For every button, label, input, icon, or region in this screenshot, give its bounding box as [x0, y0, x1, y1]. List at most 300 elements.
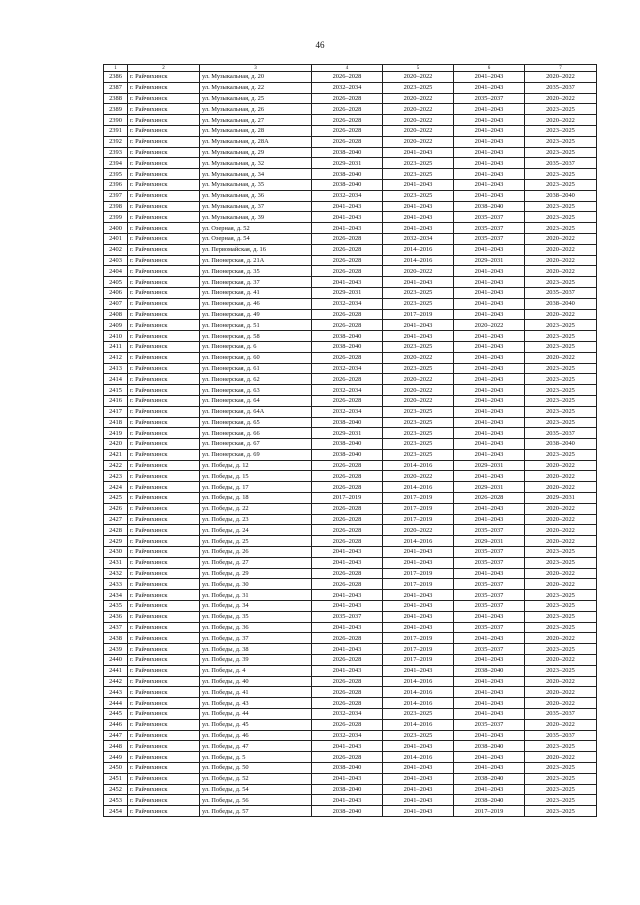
period-col5-cell: 2017–2019	[383, 309, 454, 320]
city-cell: г. Райчихинск	[128, 773, 200, 784]
table-row	[104, 287, 597, 298]
row-number-cell: 2416	[104, 395, 128, 406]
row-number-cell: 2399	[104, 212, 128, 223]
row-number-cell: 2420	[104, 439, 128, 450]
city-cell: г. Райчихинск	[128, 331, 200, 342]
period-col4-cell: 2035–2037	[312, 611, 383, 622]
table-row	[104, 665, 597, 676]
table-row	[104, 395, 597, 406]
period-col7-cell: 2038–2040	[525, 190, 597, 201]
table-row	[104, 644, 597, 655]
period-col4-cell: 2026–2028	[312, 655, 383, 666]
table-row	[104, 223, 597, 234]
period-col4-cell: 2026–2028	[312, 460, 383, 471]
table-row	[104, 482, 597, 493]
table-row	[104, 428, 597, 439]
table-row	[104, 698, 597, 709]
street-address-cell: ул. Пионерская, д. 37	[200, 277, 312, 288]
table-row	[104, 687, 597, 698]
row-number-cell: 2450	[104, 763, 128, 774]
period-col7-cell: 2020–2022	[525, 482, 597, 493]
street-address-cell: ул. Победы, д. 54	[200, 784, 312, 795]
period-col7-cell: 2020–2022	[525, 514, 597, 525]
period-col4-cell: 2032–2034	[312, 385, 383, 396]
street-address-cell: ул. Победы, д. 38	[200, 644, 312, 655]
city-cell: г. Райчихинск	[128, 482, 200, 493]
period-col5-cell: 2041–2043	[383, 331, 454, 342]
column-number-header: 1	[104, 65, 128, 72]
period-col4-cell: 2032–2034	[312, 190, 383, 201]
row-number-cell: 2393	[104, 147, 128, 158]
period-col4-cell: 2038–2040	[312, 806, 383, 817]
period-col5-cell: 2023–2025	[383, 449, 454, 460]
row-number-cell: 2447	[104, 730, 128, 741]
period-col7-cell: 2023–2025	[525, 374, 597, 385]
row-number-cell: 2432	[104, 568, 128, 579]
period-col7-cell: 2020–2022	[525, 655, 597, 666]
period-col5-cell: 2041–2043	[383, 212, 454, 223]
period-col6-cell: 2041–2043	[454, 752, 525, 763]
street-address-cell: ул. Пионерская, д. 66	[200, 428, 312, 439]
period-col5-cell: 2041–2043	[383, 665, 454, 676]
city-cell: г. Райчихинск	[128, 406, 200, 417]
period-col6-cell: 2038–2040	[454, 741, 525, 752]
period-col6-cell: 2041–2043	[454, 82, 525, 93]
period-col4-cell: 2017–2019	[312, 493, 383, 504]
city-cell: г. Райчихинск	[128, 395, 200, 406]
period-col7-cell: 2020–2022	[525, 676, 597, 687]
street-address-cell: ул. Победы, д. 46	[200, 730, 312, 741]
period-col7-cell: 2023–2025	[525, 147, 597, 158]
period-col7-cell: 2020–2022	[525, 633, 597, 644]
period-col4-cell: 2026–2028	[312, 125, 383, 136]
table-row	[104, 471, 597, 482]
row-number-cell: 2414	[104, 374, 128, 385]
period-col4-cell: 2041–2043	[312, 741, 383, 752]
table-row	[104, 417, 597, 428]
row-number-cell: 2444	[104, 698, 128, 709]
street-address-cell: ул. Музыкальная, д. 26	[200, 104, 312, 115]
city-cell: г. Райчихинск	[128, 579, 200, 590]
period-col4-cell: 2041–2043	[312, 601, 383, 612]
period-col4-cell: 2038–2040	[312, 179, 383, 190]
period-col5-cell: 2023–2025	[383, 417, 454, 428]
city-cell: г. Райчихинск	[128, 298, 200, 309]
period-col6-cell: 2029–2031	[454, 460, 525, 471]
row-number-cell: 2412	[104, 352, 128, 363]
period-col4-cell: 2038–2040	[312, 331, 383, 342]
period-col4-cell: 2026–2028	[312, 233, 383, 244]
column-number-header: 5	[383, 65, 454, 72]
period-col7-cell: 2023–2025	[525, 763, 597, 774]
city-cell: г. Райчихинск	[128, 709, 200, 720]
period-col7-cell: 2020–2022	[525, 460, 597, 471]
table-row	[104, 82, 597, 93]
period-col7-cell: 2020–2022	[525, 244, 597, 255]
city-cell: г. Райчихинск	[128, 320, 200, 331]
period-col7-cell: 2023–2025	[525, 547, 597, 558]
period-col7-cell: 2023–2025	[525, 557, 597, 568]
city-cell: г. Райчихинск	[128, 536, 200, 547]
period-col6-cell: 2041–2043	[454, 136, 525, 147]
table-row	[104, 244, 597, 255]
period-col4-cell: 2026–2028	[312, 687, 383, 698]
city-cell: г. Райчихинск	[128, 428, 200, 439]
period-col6-cell: 2041–2043	[454, 190, 525, 201]
period-col6-cell: 2041–2043	[454, 417, 525, 428]
row-number-cell: 2387	[104, 82, 128, 93]
table-row	[104, 590, 597, 601]
street-address-cell: ул. Музыкальная, д. 27	[200, 115, 312, 126]
row-number-cell: 2409	[104, 320, 128, 331]
street-address-cell: ул. Музыкальная, д. 32	[200, 158, 312, 169]
row-number-cell: 2434	[104, 590, 128, 601]
column-number-header: 4	[312, 65, 383, 72]
row-number-cell: 2446	[104, 719, 128, 730]
period-col5-cell: 2020–2022	[383, 385, 454, 396]
period-col6-cell: 2041–2043	[454, 287, 525, 298]
city-cell: г. Райчихинск	[128, 385, 200, 396]
period-col5-cell: 2014–2016	[383, 752, 454, 763]
row-number-cell: 2394	[104, 158, 128, 169]
row-number-cell: 2417	[104, 406, 128, 417]
period-col7-cell: 2020–2022	[525, 266, 597, 277]
period-col4-cell: 2032–2034	[312, 406, 383, 417]
period-col7-cell: 2023–2025	[525, 320, 597, 331]
period-col4-cell: 2026–2028	[312, 633, 383, 644]
table-row	[104, 449, 597, 460]
period-col4-cell: 2032–2034	[312, 709, 383, 720]
row-number-cell: 2400	[104, 223, 128, 234]
table-row	[104, 298, 597, 309]
city-cell: г. Райчихинск	[128, 687, 200, 698]
street-address-cell: ул. Победы, д. 15	[200, 471, 312, 482]
table-row	[104, 309, 597, 320]
table-row	[104, 493, 597, 504]
city-cell: г. Райчихинск	[128, 752, 200, 763]
table-row	[104, 568, 597, 579]
row-number-cell: 2427	[104, 514, 128, 525]
period-col6-cell: 2035–2037	[454, 223, 525, 234]
street-address-cell: ул. Победы, д. 43	[200, 698, 312, 709]
city-cell: г. Райчихинск	[128, 795, 200, 806]
period-col6-cell: 2041–2043	[454, 687, 525, 698]
street-address-cell: ул. Победы, д. 30	[200, 579, 312, 590]
period-col7-cell: 2020–2022	[525, 687, 597, 698]
row-number-cell: 2426	[104, 503, 128, 514]
period-col4-cell: 2026–2028	[312, 320, 383, 331]
city-cell: г. Райчихинск	[128, 277, 200, 288]
row-number-cell: 2445	[104, 709, 128, 720]
period-col4-cell: 2026–2028	[312, 93, 383, 104]
period-col6-cell: 2041–2043	[454, 763, 525, 774]
period-col6-cell: 2038–2040	[454, 795, 525, 806]
period-col5-cell: 2020–2022	[383, 72, 454, 83]
street-address-cell: ул. Пионерская, д. 49	[200, 309, 312, 320]
city-cell: г. Райчихинск	[128, 514, 200, 525]
street-address-cell: ул. Победы, д. 5	[200, 752, 312, 763]
street-address-cell: ул. Победы, д. 24	[200, 525, 312, 536]
period-col7-cell: 2023–2025	[525, 644, 597, 655]
period-col6-cell: 2041–2043	[454, 352, 525, 363]
period-col5-cell: 2023–2025	[383, 287, 454, 298]
period-col4-cell: 2026–2028	[312, 719, 383, 730]
period-col5-cell: 2014–2016	[383, 698, 454, 709]
city-cell: г. Райчихинск	[128, 201, 200, 212]
table-row	[104, 611, 597, 622]
period-col7-cell: 2020–2022	[525, 752, 597, 763]
row-number-cell: 2440	[104, 655, 128, 666]
row-number-cell: 2454	[104, 806, 128, 817]
period-col6-cell: 2041–2043	[454, 374, 525, 385]
period-col6-cell: 2041–2043	[454, 676, 525, 687]
period-col4-cell: 2026–2028	[312, 309, 383, 320]
column-number-header-row	[104, 65, 597, 72]
city-cell: г. Райчихинск	[128, 266, 200, 277]
period-col4-cell: 2026–2028	[312, 503, 383, 514]
period-col5-cell: 2041–2043	[383, 784, 454, 795]
period-col5-cell: 2014–2016	[383, 687, 454, 698]
period-col7-cell: 2023–2025	[525, 406, 597, 417]
street-address-cell: ул. Пионерская, д. 60	[200, 352, 312, 363]
period-col4-cell: 2038–2040	[312, 763, 383, 774]
period-col5-cell: 2041–2043	[383, 277, 454, 288]
period-col6-cell: 2041–2043	[454, 115, 525, 126]
table-row	[104, 406, 597, 417]
table-row	[104, 741, 597, 752]
period-col5-cell: 2041–2043	[383, 601, 454, 612]
street-address-cell: ул. Пионерская, д. 35	[200, 266, 312, 277]
period-col5-cell: 2023–2025	[383, 406, 454, 417]
period-col7-cell: 2035–2037	[525, 428, 597, 439]
city-cell: г. Райчихинск	[128, 471, 200, 482]
period-col7-cell: 2020–2022	[525, 255, 597, 266]
street-address-cell: ул. Музыкальная, д. 37	[200, 201, 312, 212]
row-number-cell: 2430	[104, 547, 128, 558]
page-number: 46	[315, 40, 325, 50]
street-address-cell: ул. Победы, д. 23	[200, 514, 312, 525]
period-col5-cell: 2041–2043	[383, 622, 454, 633]
street-address-cell: ул. Музыкальная, д. 28	[200, 125, 312, 136]
street-address-cell: ул. Победы, д. 22	[200, 503, 312, 514]
city-cell: г. Райчихинск	[128, 255, 200, 266]
period-col4-cell: 2026–2028	[312, 266, 383, 277]
period-col4-cell: 2026–2028	[312, 374, 383, 385]
street-address-cell: ул. Победы, д. 50	[200, 763, 312, 774]
street-address-cell: ул. Пионерская, д. 64	[200, 395, 312, 406]
period-col6-cell: 2041–2043	[454, 266, 525, 277]
period-col4-cell: 2026–2028	[312, 514, 383, 525]
period-col4-cell: 2041–2043	[312, 557, 383, 568]
period-col7-cell: 2023–2025	[525, 169, 597, 180]
period-col7-cell: 2020–2022	[525, 536, 597, 547]
period-col7-cell: 2023–2025	[525, 795, 597, 806]
period-col4-cell: 2041–2043	[312, 773, 383, 784]
period-col6-cell: 2041–2043	[454, 439, 525, 450]
street-address-cell: ул. Пионерская, д. 58	[200, 331, 312, 342]
period-col5-cell: 2023–2025	[383, 158, 454, 169]
street-address-cell: ул. Пионерская, д. 41	[200, 287, 312, 298]
period-col5-cell: 2014–2016	[383, 536, 454, 547]
period-col7-cell: 2023–2025	[525, 773, 597, 784]
period-col7-cell: 2023–2025	[525, 385, 597, 396]
table-row	[104, 179, 597, 190]
street-address-cell: ул. Пионерская, д. 61	[200, 363, 312, 374]
row-number-cell: 2435	[104, 601, 128, 612]
period-col6-cell: 2041–2043	[454, 179, 525, 190]
period-col4-cell: 2041–2043	[312, 223, 383, 234]
period-col5-cell: 2041–2043	[383, 773, 454, 784]
period-col7-cell: 2020–2022	[525, 352, 597, 363]
table-row	[104, 363, 597, 374]
period-col5-cell: 2017–2019	[383, 644, 454, 655]
period-col7-cell: 2023–2025	[525, 590, 597, 601]
row-number-cell: 2443	[104, 687, 128, 698]
period-col5-cell: 2020–2022	[383, 525, 454, 536]
period-col5-cell: 2023–2025	[383, 82, 454, 93]
row-number-cell: 2403	[104, 255, 128, 266]
period-col5-cell: 2017–2019	[383, 633, 454, 644]
table-row	[104, 525, 597, 536]
table-row	[104, 622, 597, 633]
row-number-cell: 2436	[104, 611, 128, 622]
period-col6-cell: 2029–2031	[454, 482, 525, 493]
row-number-cell: 2418	[104, 417, 128, 428]
street-address-cell: ул. Музыкальная, д. 39	[200, 212, 312, 223]
period-col5-cell: 2020–2022	[383, 93, 454, 104]
city-cell: г. Райчихинск	[128, 622, 200, 633]
period-col4-cell: 2041–2043	[312, 201, 383, 212]
row-number-cell: 2439	[104, 644, 128, 655]
table-row	[104, 104, 597, 115]
period-col4-cell: 2029–2031	[312, 158, 383, 169]
period-col5-cell: 2023–2025	[383, 439, 454, 450]
table-row	[104, 514, 597, 525]
row-number-cell: 2402	[104, 244, 128, 255]
table-row	[104, 331, 597, 342]
period-col6-cell: 2041–2043	[454, 514, 525, 525]
period-col5-cell: 2041–2043	[383, 547, 454, 558]
table-row	[104, 115, 597, 126]
street-address-cell: ул. Победы, д. 40	[200, 676, 312, 687]
table-row	[104, 125, 597, 136]
period-col4-cell: 2026–2028	[312, 579, 383, 590]
city-cell: г. Райчихинск	[128, 665, 200, 676]
table-row	[104, 536, 597, 547]
city-cell: г. Райчихинск	[128, 806, 200, 817]
period-col4-cell: 2041–2043	[312, 547, 383, 558]
period-col5-cell: 2041–2043	[383, 179, 454, 190]
period-col5-cell: 2020–2022	[383, 471, 454, 482]
city-cell: г. Райчихинск	[128, 169, 200, 180]
period-col4-cell: 2038–2040	[312, 147, 383, 158]
period-col7-cell: 2023–2025	[525, 622, 597, 633]
table-row	[104, 72, 597, 83]
period-col6-cell: 2035–2037	[454, 719, 525, 730]
period-col6-cell: 2041–2043	[454, 363, 525, 374]
period-col4-cell: 2026–2028	[312, 352, 383, 363]
row-number-cell: 2395	[104, 169, 128, 180]
period-col5-cell: 2014–2016	[383, 719, 454, 730]
period-col6-cell: 2041–2043	[454, 244, 525, 255]
period-col6-cell: 2038–2040	[454, 773, 525, 784]
period-col7-cell: 2020–2022	[525, 72, 597, 83]
period-col4-cell: 2026–2028	[312, 244, 383, 255]
row-number-cell: 2422	[104, 460, 128, 471]
table-row	[104, 341, 597, 352]
city-cell: г. Райчихинск	[128, 460, 200, 471]
street-address-cell: ул. Пионерская, д. 63	[200, 385, 312, 396]
street-address-cell: ул. Победы, д. 47	[200, 741, 312, 752]
period-col5-cell: 2041–2043	[383, 741, 454, 752]
period-col4-cell: 2026–2028	[312, 525, 383, 536]
table-row	[104, 147, 597, 158]
period-col4-cell: 2041–2043	[312, 590, 383, 601]
period-col6-cell: 2041–2043	[454, 698, 525, 709]
row-number-cell: 2389	[104, 104, 128, 115]
period-col5-cell: 2020–2022	[383, 395, 454, 406]
row-number-cell: 2449	[104, 752, 128, 763]
period-col5-cell: 2017–2019	[383, 655, 454, 666]
city-cell: г. Райчихинск	[128, 352, 200, 363]
period-col7-cell: 2035–2037	[525, 158, 597, 169]
row-number-cell: 2401	[104, 233, 128, 244]
period-col5-cell: 2023–2025	[383, 298, 454, 309]
period-col6-cell: 2041–2043	[454, 298, 525, 309]
street-address-cell: ул. Победы, д. 44	[200, 709, 312, 720]
table-row	[104, 320, 597, 331]
period-col6-cell: 2041–2043	[454, 633, 525, 644]
period-col4-cell: 2041–2043	[312, 795, 383, 806]
street-address-cell: ул. Победы, д. 45	[200, 719, 312, 730]
period-col7-cell: 2023–2025	[525, 806, 597, 817]
period-col5-cell: 2041–2043	[383, 611, 454, 622]
city-cell: г. Райчихинск	[128, 439, 200, 450]
period-col6-cell: 2041–2043	[454, 503, 525, 514]
period-col4-cell: 2026–2028	[312, 471, 383, 482]
city-cell: г. Райчихинск	[128, 244, 200, 255]
period-col6-cell: 2035–2037	[454, 601, 525, 612]
period-col5-cell: 2017–2019	[383, 514, 454, 525]
city-cell: г. Райчихинск	[128, 72, 200, 83]
city-cell: г. Райчихинск	[128, 341, 200, 352]
column-number-header: 2	[128, 65, 200, 72]
table-row	[104, 503, 597, 514]
street-address-cell: ул. Музыкальная, д. 29	[200, 147, 312, 158]
period-col5-cell: 2041–2043	[383, 557, 454, 568]
period-col4-cell: 2029–2031	[312, 287, 383, 298]
row-number-cell: 2413	[104, 363, 128, 374]
period-col4-cell: 2038–2040	[312, 784, 383, 795]
period-col6-cell: 2041–2043	[454, 72, 525, 83]
period-col7-cell: 2023–2025	[525, 201, 597, 212]
column-number-header: 3	[200, 65, 312, 72]
period-col5-cell: 2023–2025	[383, 428, 454, 439]
period-col7-cell: 2023–2025	[525, 741, 597, 752]
row-number-cell: 2429	[104, 536, 128, 547]
period-col5-cell: 2023–2025	[383, 190, 454, 201]
row-number-cell: 2411	[104, 341, 128, 352]
period-col6-cell: 2041–2043	[454, 449, 525, 460]
period-col5-cell: 2020–2022	[383, 374, 454, 385]
city-cell: г. Райчихинск	[128, 601, 200, 612]
period-col4-cell: 2026–2028	[312, 752, 383, 763]
street-address-cell: ул. Пионерская, д. 67	[200, 439, 312, 450]
period-col7-cell: 2023–2025	[525, 277, 597, 288]
period-col6-cell: 2041–2043	[454, 277, 525, 288]
period-col6-cell: 2029–2031	[454, 536, 525, 547]
row-number-cell: 2405	[104, 277, 128, 288]
